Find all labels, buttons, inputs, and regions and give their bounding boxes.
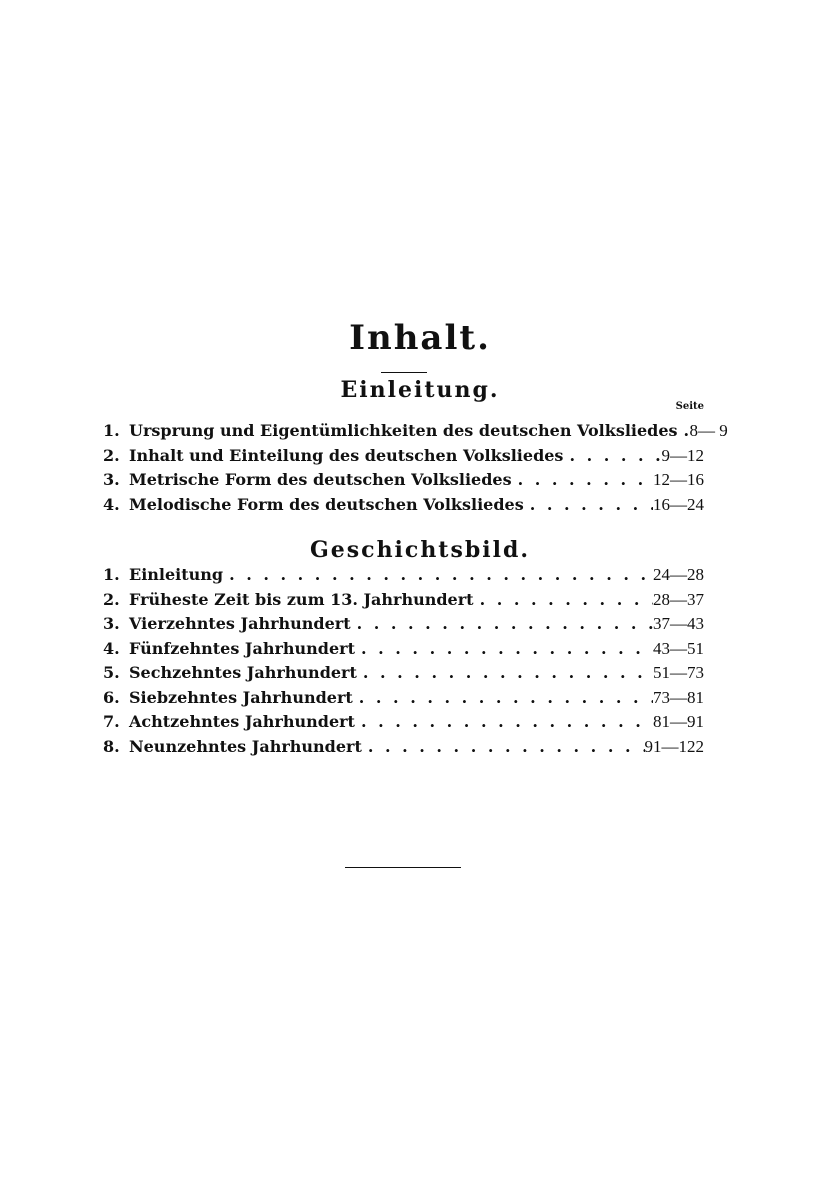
page-title: Inhalt. <box>349 318 491 358</box>
toc-entry-title: Neunzehntes Jahrhundert <box>129 736 362 756</box>
toc-entry[interactable] <box>103 446 704 471</box>
toc-entry[interactable] <box>103 712 704 737</box>
toc-entry[interactable] <box>103 663 704 688</box>
toc-entry[interactable] <box>103 614 704 639</box>
toc-entry-pages: 8— 9 <box>689 421 728 440</box>
toc-entry-pages: 43—51 <box>653 638 704 658</box>
toc-entry-number: 5. <box>103 663 120 682</box>
toc-entry-number: 2. <box>103 445 120 465</box>
toc-entry-title: Metrische Form des deutschen Volksliedes <box>129 470 512 489</box>
toc-entry-title: Vierzehntes Jahrhundert <box>129 614 351 633</box>
toc-entry-pages: 37—43 <box>653 614 704 633</box>
toc-entry-pages: 16—24 <box>653 494 704 514</box>
toc-leader-dots <box>474 590 653 609</box>
toc-entry[interactable] <box>103 565 704 590</box>
toc-entry-number: 3. <box>103 614 120 633</box>
toc-entry-pages: 28—37 <box>653 589 704 609</box>
toc-leader-dots <box>357 663 653 682</box>
toc-leader-dots <box>512 470 653 489</box>
toc-entry[interactable] <box>103 470 704 495</box>
toc-entry-title: Sechzehntes Jahrhundert <box>129 663 357 682</box>
toc-leader-dots <box>362 737 645 756</box>
toc-entry-title: Melodische Form des deutschen Volksliedes <box>129 494 524 514</box>
toc-entry-number: 1. <box>103 565 120 584</box>
toc-entry-title: Siebzehntes Jahrhundert <box>129 687 353 707</box>
toc-leader-dots <box>355 712 653 731</box>
page-column-label: Seite <box>675 401 704 412</box>
toc-entry[interactable] <box>103 688 704 713</box>
toc-entry[interactable] <box>103 421 728 446</box>
toc-entry-number: 2. <box>103 589 120 609</box>
toc-entry-pages: 81—91 <box>653 712 704 731</box>
toc-entry-title: Früheste Zeit bis zum 13. Jahrhundert <box>129 589 474 609</box>
toc-leader-dots <box>355 639 653 658</box>
section-heading-einleitung: Einleitung. <box>340 377 500 403</box>
toc-entry-number: 4. <box>103 638 120 658</box>
toc-entry-title: Achtzehntes Jahrhundert <box>129 712 355 731</box>
toc-entry-pages: 12—16 <box>653 470 704 489</box>
toc-section-einleitung <box>103 421 728 519</box>
section-heading-geschichtsbild: Geschichtsbild. <box>310 537 530 563</box>
toc-entry-pages: 24—28 <box>653 565 704 584</box>
toc-entry-number: 6. <box>103 687 120 707</box>
toc-entry-number: 3. <box>103 470 120 489</box>
toc-entry-title: Inhalt und Einteilung des deutschen Volksliedes <box>129 445 564 465</box>
toc-entry-number: 4. <box>103 494 120 514</box>
toc-entry-title: Fünfzehntes Jahrhundert <box>129 638 355 658</box>
toc-entry-pages: 73—81 <box>653 687 704 707</box>
toc-leader-dots <box>678 421 690 440</box>
toc-leader-dots <box>353 688 653 707</box>
toc-entry[interactable] <box>103 639 704 664</box>
toc-entry[interactable] <box>103 737 704 762</box>
toc-entry-pages: 51—73 <box>653 663 704 682</box>
toc-entry-pages: 91—122 <box>644 736 704 756</box>
toc-entry[interactable] <box>103 495 704 520</box>
toc-leader-dots <box>563 446 661 465</box>
toc-entry-title: Ursprung und Eigentümlichkeiten des deutschen Volksliedes <box>129 421 678 440</box>
toc-entry[interactable] <box>103 590 704 615</box>
closing-divider <box>345 867 461 868</box>
toc-leader-dots <box>524 495 653 514</box>
toc-entry-title: Einleitung <box>129 565 224 584</box>
title-divider <box>381 372 427 373</box>
toc-entry-number: 7. <box>103 712 120 731</box>
toc-leader-dots <box>351 614 653 633</box>
toc-entry-number: 8. <box>103 736 120 756</box>
toc-entry-pages: 9—12 <box>661 445 704 465</box>
toc-section-geschichtsbild <box>103 565 704 761</box>
toc-leader-dots <box>223 565 653 584</box>
toc-entry-number: 1. <box>103 421 120 440</box>
